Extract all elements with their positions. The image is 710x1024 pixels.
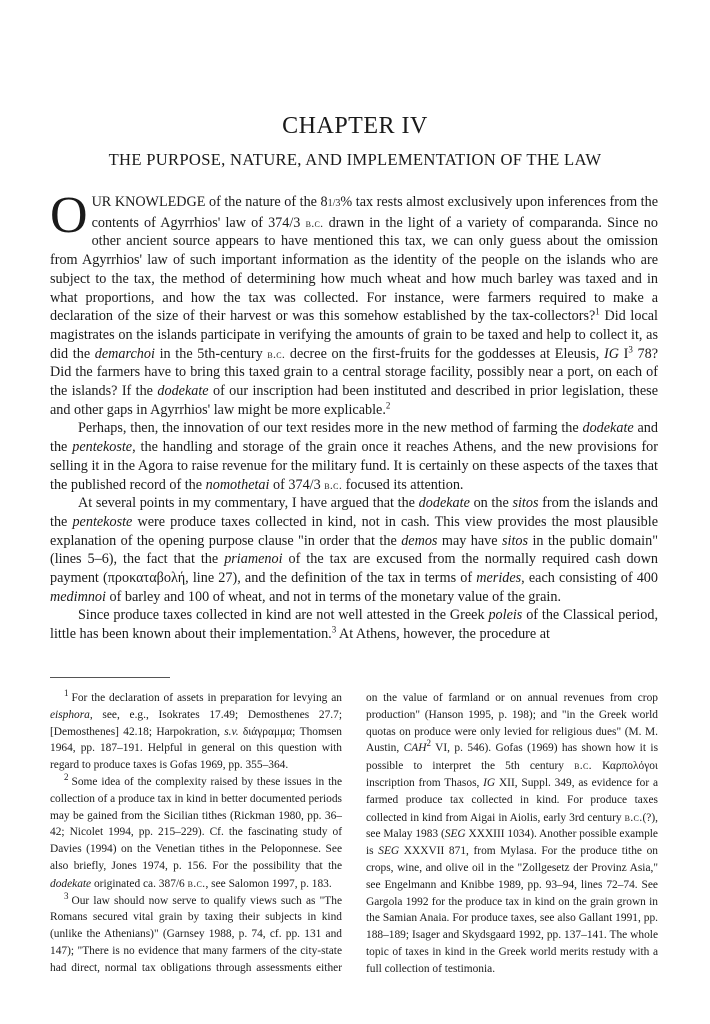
italic-term: dodekate (582, 420, 634, 437)
text-run: originated ca. 387/6 (91, 877, 188, 890)
italic-term: s.v. (224, 725, 239, 738)
footnote-number: 2 (64, 772, 69, 783)
italic-term: demos (401, 532, 438, 549)
text-run: from the islands and the (50, 495, 659, 530)
drop-cap: O (50, 187, 88, 244)
italic-term: sitos (512, 495, 539, 512)
text-run: of the Classical period, little has been known about their implementation. (50, 607, 658, 643)
fraction: 1/3 (327, 198, 341, 209)
text-run: Perhaps, then, the innovation of our text resides more in the new method of farming the (78, 420, 583, 437)
italic-term: dodekate (50, 877, 92, 890)
text-run: may have (437, 532, 503, 549)
italic-term: eisphora (50, 708, 90, 721)
text-run: of barley and 100 of wheat, and not in terms of the monetary value of the grain. (105, 588, 562, 605)
text-run: , the handling and storage of the grain once it reaches Athens, and the new provisions for selling it in the Agora to raise revenue for the military fund. It is certainly on these aspects of the taxes that the published record of the (50, 439, 658, 493)
footnote-1 (50, 690, 342, 774)
text-run: At Athens, however, the procedure at (336, 626, 550, 643)
era-abbrev: b.c. (267, 346, 286, 361)
footnotes (50, 690, 658, 978)
text-run: VI, p. 546). Gofas (1969) has shown how it is possible to interpret the 5th century (366, 742, 658, 773)
text-run: XXXVII 871, from Mylasa. For the produce tithe on crops, wine, and olive oil in the "Zollgesetz der Provinz Asia," see Engelmann and Knibbe 1989, pp. 93–94, lines 72–74. See Gargola 1992 for the produce tax in kind on the grain grown in the Samian Anaia. For produce taxes, see also Gallant 1991, pp. 188–189; Isager and Skydsgaard 1992, pp. 137–141. The whole topic of taxes in kind in the Greek world merits restudy with a full collection of testimonia. (366, 845, 658, 975)
italic-term: priamenoi (224, 551, 283, 568)
italic-term: sitos (502, 532, 529, 549)
text-run: Did local magistrates on the islands participate in verifying the amounts of grain to be taxed and help to collect it, as did the (50, 308, 658, 362)
text-run: 78? Did the farmers have to bring this taxed grain to a central storage facility, possibly near a port, on each of the islands? If the (50, 345, 658, 400)
text-run: % tax rests almost exclusively upon inferences from the contents of Agyrrhios' law of 374/3 (91, 194, 658, 231)
italic-term: IG (483, 776, 496, 789)
text-run: Καρπολόγοι inscription from Thasos, (366, 760, 658, 789)
paragraph-1 (50, 187, 658, 419)
italic-term: merides (476, 570, 522, 587)
footnote-ref-2[interactable]: 2 (385, 400, 391, 410)
text-run: , see, e.g., Isokrates 17.49; Demosthenes 27.7; [Demosthenes] 42.18; Harpokration, (50, 708, 342, 738)
text-run: For the declaration of assets in preparation for levying an (71, 692, 342, 704)
text-run: of our inscription had been instituted and described in prior legislation, these and other gaps in Agyrrhios' law might be more explicable. (50, 383, 658, 418)
era-abbrev: b.c. (305, 215, 324, 230)
text-run: of the tax are excused from the normally required cash down payment (προκαταβολή, line 27), and the definition of the tax in terms of (50, 551, 658, 587)
paragraph-3 (50, 494, 658, 606)
italic-term: medimnoi (50, 588, 106, 605)
text-run: focused its attention. (342, 476, 464, 493)
italic-term: demarchoi (94, 345, 155, 362)
text-run: I (618, 345, 629, 362)
text-run: , see Salomon 1997, p. 183. (205, 877, 332, 890)
text-run: Since produce taxes collected in kind are not well attested in the Greek (78, 607, 489, 624)
text-run: Our law should now serve to qualify views such as "The Romans secured vital grain by taxing their subjects in kind (unlike the Athenians)" (Garnsey 1988, p. 74, cf. pp. 131 and 147); "There is no evidence that many farmers of the city-state had direct, normal tax obligations through assessments either on the value of farmland or on annual revenues from crop production" (Hanson 1995, p. 198); and "in the Greek world quotas on produce were only levied for religious dues" (M. M. Austin, (50, 692, 658, 974)
text-run: XII, Suppl. 349, as evidence for a farmed produce tax collected in kind. For produce taxes collected in kind from Aigai in Aiolis, early 3rd century (366, 776, 658, 824)
text-run: on the (469, 495, 513, 512)
text-run: UR KNOWLEDGE of the nature of the 8 (91, 194, 328, 210)
footnote-divider (50, 677, 170, 678)
text-run: in the 5th-century (154, 345, 268, 362)
paragraph-2 (50, 419, 658, 494)
text-run: XXXIII 1034). Another possible example is (366, 828, 658, 858)
italic-term: SEG (378, 845, 400, 858)
italic-term: IG (603, 345, 619, 362)
italic-term: poleis (488, 607, 523, 624)
text-run: in the public domain" (lines 5–6), the fact that the (50, 532, 658, 568)
italic-term: SEG (444, 828, 466, 841)
superscript: 2 (426, 738, 431, 749)
italic-term: pentekoste (72, 439, 133, 456)
era-abbrev: b.c. (187, 875, 206, 890)
footnote-ref-3[interactable]: 3 (331, 624, 337, 635)
body-text (50, 187, 659, 644)
italic-term: nomothetai (205, 476, 270, 493)
superscript: 3 (628, 343, 633, 354)
era-abbrev: b.c. (624, 809, 643, 824)
italic-term: dodekate (418, 495, 470, 512)
text-run: (?), see Malay 1983 ( (366, 811, 658, 841)
era-abbrev: b.c. (324, 477, 343, 492)
text-run: drawn in the light of a variety of comparanda. Since no other ancient source appears to have mentioned this tax, we can only guess about the omission from Agyrrhios' law of such important information as the identity of the people on the islands who are subject to the tax, the method of determining how much wheat and how much barley was taxed and in what proportions, and how the tax was collected. For instance, were farmers required to make a declaration of the size of their harvest or was this somehow established by the tax-collectors? (50, 214, 658, 325)
text-run: and the (50, 420, 658, 456)
text-run: At several points in my commentary, I have argued that the (78, 495, 419, 512)
chapter-title: THE PURPOSE, NATURE, AND IMPLEMENTATION OF THE LAW (108, 150, 602, 169)
footnote-ref-1[interactable]: 1 (595, 306, 600, 317)
italic-term: pentekoste (72, 513, 133, 530)
footnote-2 (50, 774, 342, 893)
text-run: decree on the first-fruits for the goddesses at Eleusis, (285, 345, 604, 362)
text-run: were produce taxes collected in kind, not in cash. This view provides the most plausible explanation of the opening purpose clause "in order that the (50, 513, 658, 549)
footnote-number: 1 (64, 688, 69, 699)
footnote-number: 3 (64, 890, 69, 901)
text-run: Some idea of the complexity raised by these issues in the collection of a produce tax in kind in better documented periods may be gained from the Sicilian tithes (Rickman 1980, pp. 36–42; Nicolet 1994, pp. 215–229). Cf. the fascinating study of Davies (1994) on the Venetian tithes in the Peloponnese. See also briefly, Jones 1974, p. 156. For the possibility that the (50, 775, 342, 872)
text-run: of 374/3 (269, 476, 325, 493)
italic-term: CAH (403, 742, 427, 755)
text-run: , each consisting of 400 (521, 570, 658, 587)
text-run: διάγραμμα; Thomsen 1964, pp. 187–191. Helpful in general on this question with regard to produce taxes is Gofas 1969, pp. 355–364. (50, 725, 342, 772)
italic-term: dodekate (157, 383, 209, 400)
paragraph-4 (50, 606, 658, 643)
chapter-number: CHAPTER IV (282, 113, 428, 139)
era-abbrev: b.c. (574, 758, 592, 773)
